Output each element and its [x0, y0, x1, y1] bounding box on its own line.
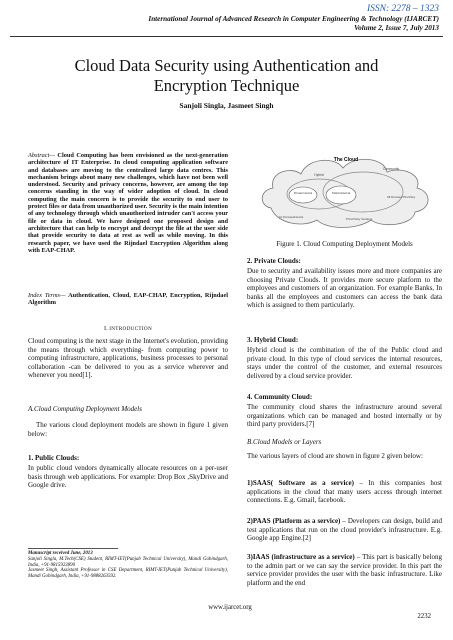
- iaas-label: 3)IAAS (infrastructure as a service): [247, 553, 355, 561]
- community-label: Community: [382, 167, 400, 171]
- section-a-text: The various cloud deployment models are shown in figure 1 given below:: [28, 421, 228, 438]
- figure-caption: Figure 1. Cloud Computing Deployment Models: [276, 240, 413, 248]
- abstract-text: Cloud Computing has been envisioned as the next-generation architecture of IT Enterprise. In cloud computing application software and databases are moving to the centralized large data centres. This mechanism brings about many new challenges, which have not been well understood. Security and privacy concerns, however, are among the top concerns standing in the way of wider adoption of cloud. In cloud computing the main concern is to provide the security to end user to protect files or data from unauthorized user. Security is the main intention of any technology through which unauthorized intruder can't access your file or data in cloud. We have designed one proposed design and architecture that can help to encrypt and decrypt the file at the user side that provide security to data at rest as well as while moving. In this research paper, we have used the Rijndael Encryption Algorithm along with EAP-CHAP.: [28, 152, 228, 254]
- paper-title: [20, 56, 433, 96]
- journal-volume: Volume 2, Issue 7, July 2013: [354, 24, 439, 32]
- abstract-label: Abstract—: [28, 152, 55, 159]
- paas-label: 2)PAAS (Platform as a service): [247, 517, 341, 525]
- private-clouds-text: Due to security and availability issues more and more companies are choosing Private Clouds. It provides more secure platform to the employees and customers of an organization. For example Banks, In banks all the employees and customers can access the bank data which is assigned to them particularly.: [247, 267, 442, 310]
- intro-heading: [28, 325, 228, 333]
- hybrid-label: Hybrid: [314, 173, 324, 177]
- intro-heading-number: I.: [103, 325, 108, 332]
- index-terms-text: Authentication, Cloud, EAP-CHAP, Encryption, Rijndael Algorithm: [28, 292, 228, 307]
- footnotes: [28, 551, 228, 580]
- footnote-author-1: Sanjoli Singla, M.Tech(CSE) Student, RIMT-IET(Punjab Technical University), Mandi Gobindgarh, India, +91-9815923890: [28, 556, 228, 568]
- private-label: Private/ Internal: [293, 192, 313, 195]
- saas-paragraph: [247, 479, 442, 505]
- journal-header: [19, 15, 439, 33]
- abstract: [28, 152, 228, 254]
- footnote-received: Manuscript received June, 2013: [28, 551, 93, 556]
- index-terms: [28, 292, 228, 307]
- community-cloud-heading: 4. Community Cloud:: [247, 393, 313, 401]
- public-external-ellipse: [326, 186, 356, 204]
- saas-text: – In this companies host applications in the cloud that many users access through internet connections. E.g. Gmail, facebook.: [247, 479, 442, 505]
- page-number: 2232: [417, 613, 431, 620]
- title-line-2: Encryption Technique: [153, 76, 300, 95]
- public-clouds-heading: 1. Public Clouds:: [28, 454, 80, 462]
- paper-authors: Sanjoli Singla, Jasmeet Singh: [179, 101, 274, 110]
- paas-text: – Developers can design, build and test applications that run on the cloud provider's infrastructure. E.g. Google app Engine.[2]: [247, 517, 442, 543]
- private-internal-ellipse: [289, 187, 317, 203]
- hybrid-cloud-heading: 3. Hybrid Cloud:: [247, 336, 299, 344]
- section-a-heading: A.Cloud Computing Deployment Models: [28, 405, 142, 413]
- footnote-author-2: Jasmeet Singh, Assistant Professor in CSE Department, RIMT-IET(Punjab Technical University), Mandi Gobindgarh, India, +91-9888263592.: [28, 568, 228, 580]
- community-cloud-text: The community cloud shares the infrastructure around several organizations which can be managed and hosted internally or by third party providers.[7]: [247, 403, 442, 429]
- issn-label: ISSN: 2278 – 1323: [366, 4, 439, 14]
- paas-paragraph: [247, 517, 442, 543]
- intro-heading-text: INTRODUCTION: [109, 326, 153, 332]
- iaas-paragraph: [247, 553, 442, 587]
- public-label: Public/ External: [331, 192, 351, 195]
- header-divider: [10, 36, 443, 37]
- footer-url: www.ijarcet.org: [208, 604, 252, 611]
- iaas-text: – This part is basically belong to the admin part or we can say the service provider. In this part the service provider provides the user with the basic infrastructure. Like platform and the end: [247, 553, 442, 587]
- third-party-label: Third Party Vendors: [345, 217, 373, 221]
- title-line-1: Cloud Data Security using Authentication and: [74, 56, 379, 75]
- footnote-divider: [28, 548, 118, 549]
- figure-title: The Cloud: [333, 157, 359, 163]
- on-premises-label: On Premises/Internal: [278, 216, 304, 219]
- index-terms-label: Index Terms—: [28, 292, 66, 299]
- off-premises-label: Off Premises/Third Party: [386, 196, 416, 199]
- private-clouds-heading: 2. Private Clouds:: [247, 257, 301, 265]
- journal-name: International Journal of Advanced Research in Computer Engineering & Technology (IJARCET): [148, 15, 439, 23]
- cloud-deployment-diagram: [251, 150, 441, 232]
- intro-paragraph: Cloud computing is the next stage in the Internet's evolution, providing the means through which everything- from computing power to computing infrastructure, applications, business processes to personal collaboration -can be delivered to you as a service wherever and whenever you need[1].: [28, 337, 228, 380]
- hybrid-cloud-text: Hybrid cloud is the combination of the of the Public cloud and private cloud. In this type of cloud services the internal resources, stays under the control of the customer, and external resources delivered by a cloud service provider.: [247, 346, 442, 380]
- saas-label: 1)SAAS( Software as a service): [247, 479, 354, 487]
- public-clouds-text: In public cloud vendors dynamically allocate resources on a per-user basis through web applications. For example: Drop Box ,SkyDrive and Google drive.: [28, 464, 228, 490]
- section-b-text: The various layers of cloud are shown in figure 2 given below:: [247, 452, 423, 460]
- section-b-heading: B.Cloud Models or Layers: [247, 438, 322, 446]
